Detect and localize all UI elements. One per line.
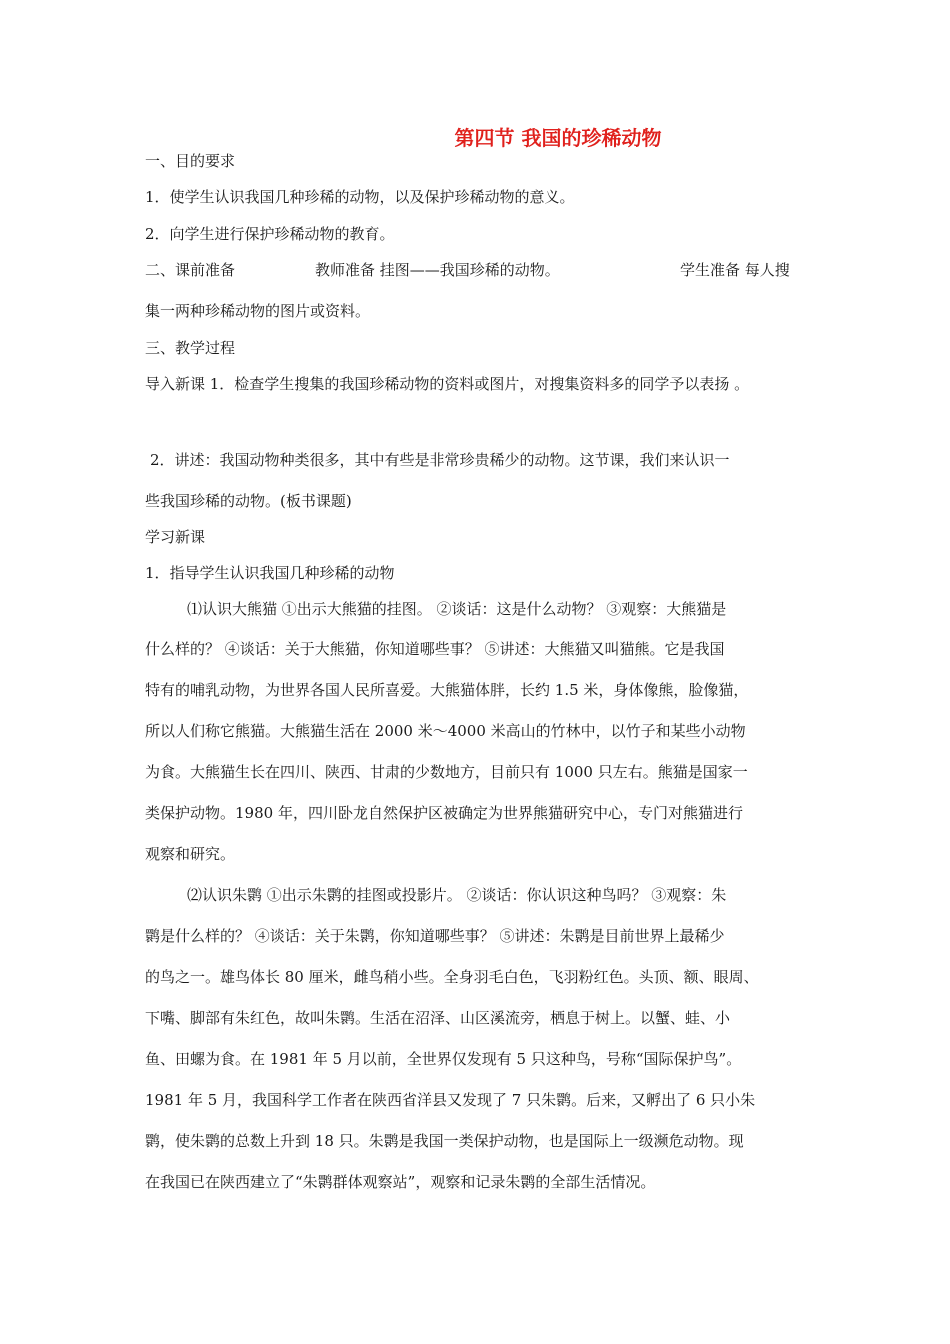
panda-paragraph-line: 所以人们称它熊猫。大熊猫生活在 2000 米～4000 米高山的竹林中，以竹子和某些小动物 [145, 722, 746, 740]
ibis-paragraph-line: ⑵认识朱鹮 ①出示朱鹮的挂图或投影片。 ②谈话：你认识这种鸟吗？ ③观察：朱 [187, 886, 727, 904]
section-heading-goals: 一、目的要求 [145, 152, 236, 170]
ibis-paragraph-line: 的鸟之一。雄鸟体长 80 厘米，雌鸟稍小些。全身羽毛白色，飞羽粉红色。头顶、额、眼周、 [145, 968, 759, 986]
goal-item-2: 2．向学生进行保护珍稀动物的教育。 [145, 225, 395, 243]
panda-paragraph-line: 特有的哺乳动物，为世界各国人民所喜爱。大熊猫体胖，长约 1.5 米，身体像熊，脸像猫， [145, 681, 749, 699]
intro-item-2-continued: 些我国珍稀的动物。(板书课题) [145, 492, 352, 510]
panda-paragraph-line: ⑴认识大熊猫 ①出示大熊猫的挂图。 ②谈话：这是什么动物？ ③观察：大熊猫是 [187, 600, 727, 618]
panda-paragraph-line: 类保护动物。1980 年，四川卧龙自然保护区被确定为世界熊猫研究中心，专门对熊猫进行 [145, 804, 743, 822]
section-heading-process: 三、教学过程 [145, 339, 236, 357]
intro-item-1: 导入新课 1．检查学生搜集的我国珍稀动物的资料或图片，对搜集资料多的同学予以表扬 。 [145, 375, 750, 393]
lesson-item-1: 1．指导学生认识我国几种珍稀的动物 [145, 564, 395, 582]
ibis-paragraph-line: 鱼、田螺为食。在 1981 年 5 月以前，全世界仅发现有 5 只这种鸟，号称“国际保护鸟”。 [145, 1050, 742, 1068]
ibis-paragraph-line: 1981 年 5 月，我国科学工作者在陕西省洋县又发现了 7 只朱鹮。后来，又孵出了 6 只小朱 [145, 1091, 756, 1109]
ibis-paragraph-line: 鹮是什么样的？ ④谈话：关于朱鹮，你知道哪些事？ ⑤讲述：朱鹮是目前世界上最稀少 [145, 927, 725, 945]
ibis-paragraph-line: 下嘴、脚部有朱红色，故叫朱鹮。生活在沼泽、山区溪流旁，栖息于树上。以蟹、蛙、小 [145, 1009, 731, 1027]
panda-paragraph-line: 观察和研究。 [145, 845, 236, 863]
document-title: 第四节 我国的珍稀动物 [454, 126, 662, 150]
student-preparation: 学生准备 每人搜 [680, 261, 790, 279]
teacher-preparation: 教师准备 挂图——我国珍稀的动物。 [315, 261, 560, 279]
subheading-new-lesson: 学习新课 [145, 528, 206, 546]
section-heading-preparation: 二、课前准备 [145, 261, 236, 279]
panda-paragraph-line: 为食。大熊猫生长在四川、陕西、甘肃的少数地方，目前只有 1000 只左右。熊猫是国家一 [145, 763, 748, 781]
intro-item-2: 2．讲述：我国动物种类很多，其中有些是非常珍贵稀少的动物。这节课，我们来认识一 [150, 451, 730, 469]
panda-paragraph-line: 什么样的？ ④谈话：关于大熊猫，你知道哪些事？ ⑤讲述：大熊猫又叫猫熊。它是我国 [145, 640, 725, 658]
ibis-paragraph-line: 鹮，使朱鹮的总数上升到 18 只。朱鹮是我国一类保护动物，也是国际上一级濒危动物。现 [145, 1132, 744, 1150]
ibis-paragraph-line: 在我国已在陕西建立了“朱鹮群体观察站”，观察和记录朱鹮的全部生活情况。 [145, 1173, 656, 1191]
student-preparation-continued: 集一两种珍稀动物的图片或资料。 [145, 302, 371, 320]
goal-item-1: 1．使学生认识我国几种珍稀的动物，以及保护珍稀动物的意义。 [145, 188, 575, 206]
